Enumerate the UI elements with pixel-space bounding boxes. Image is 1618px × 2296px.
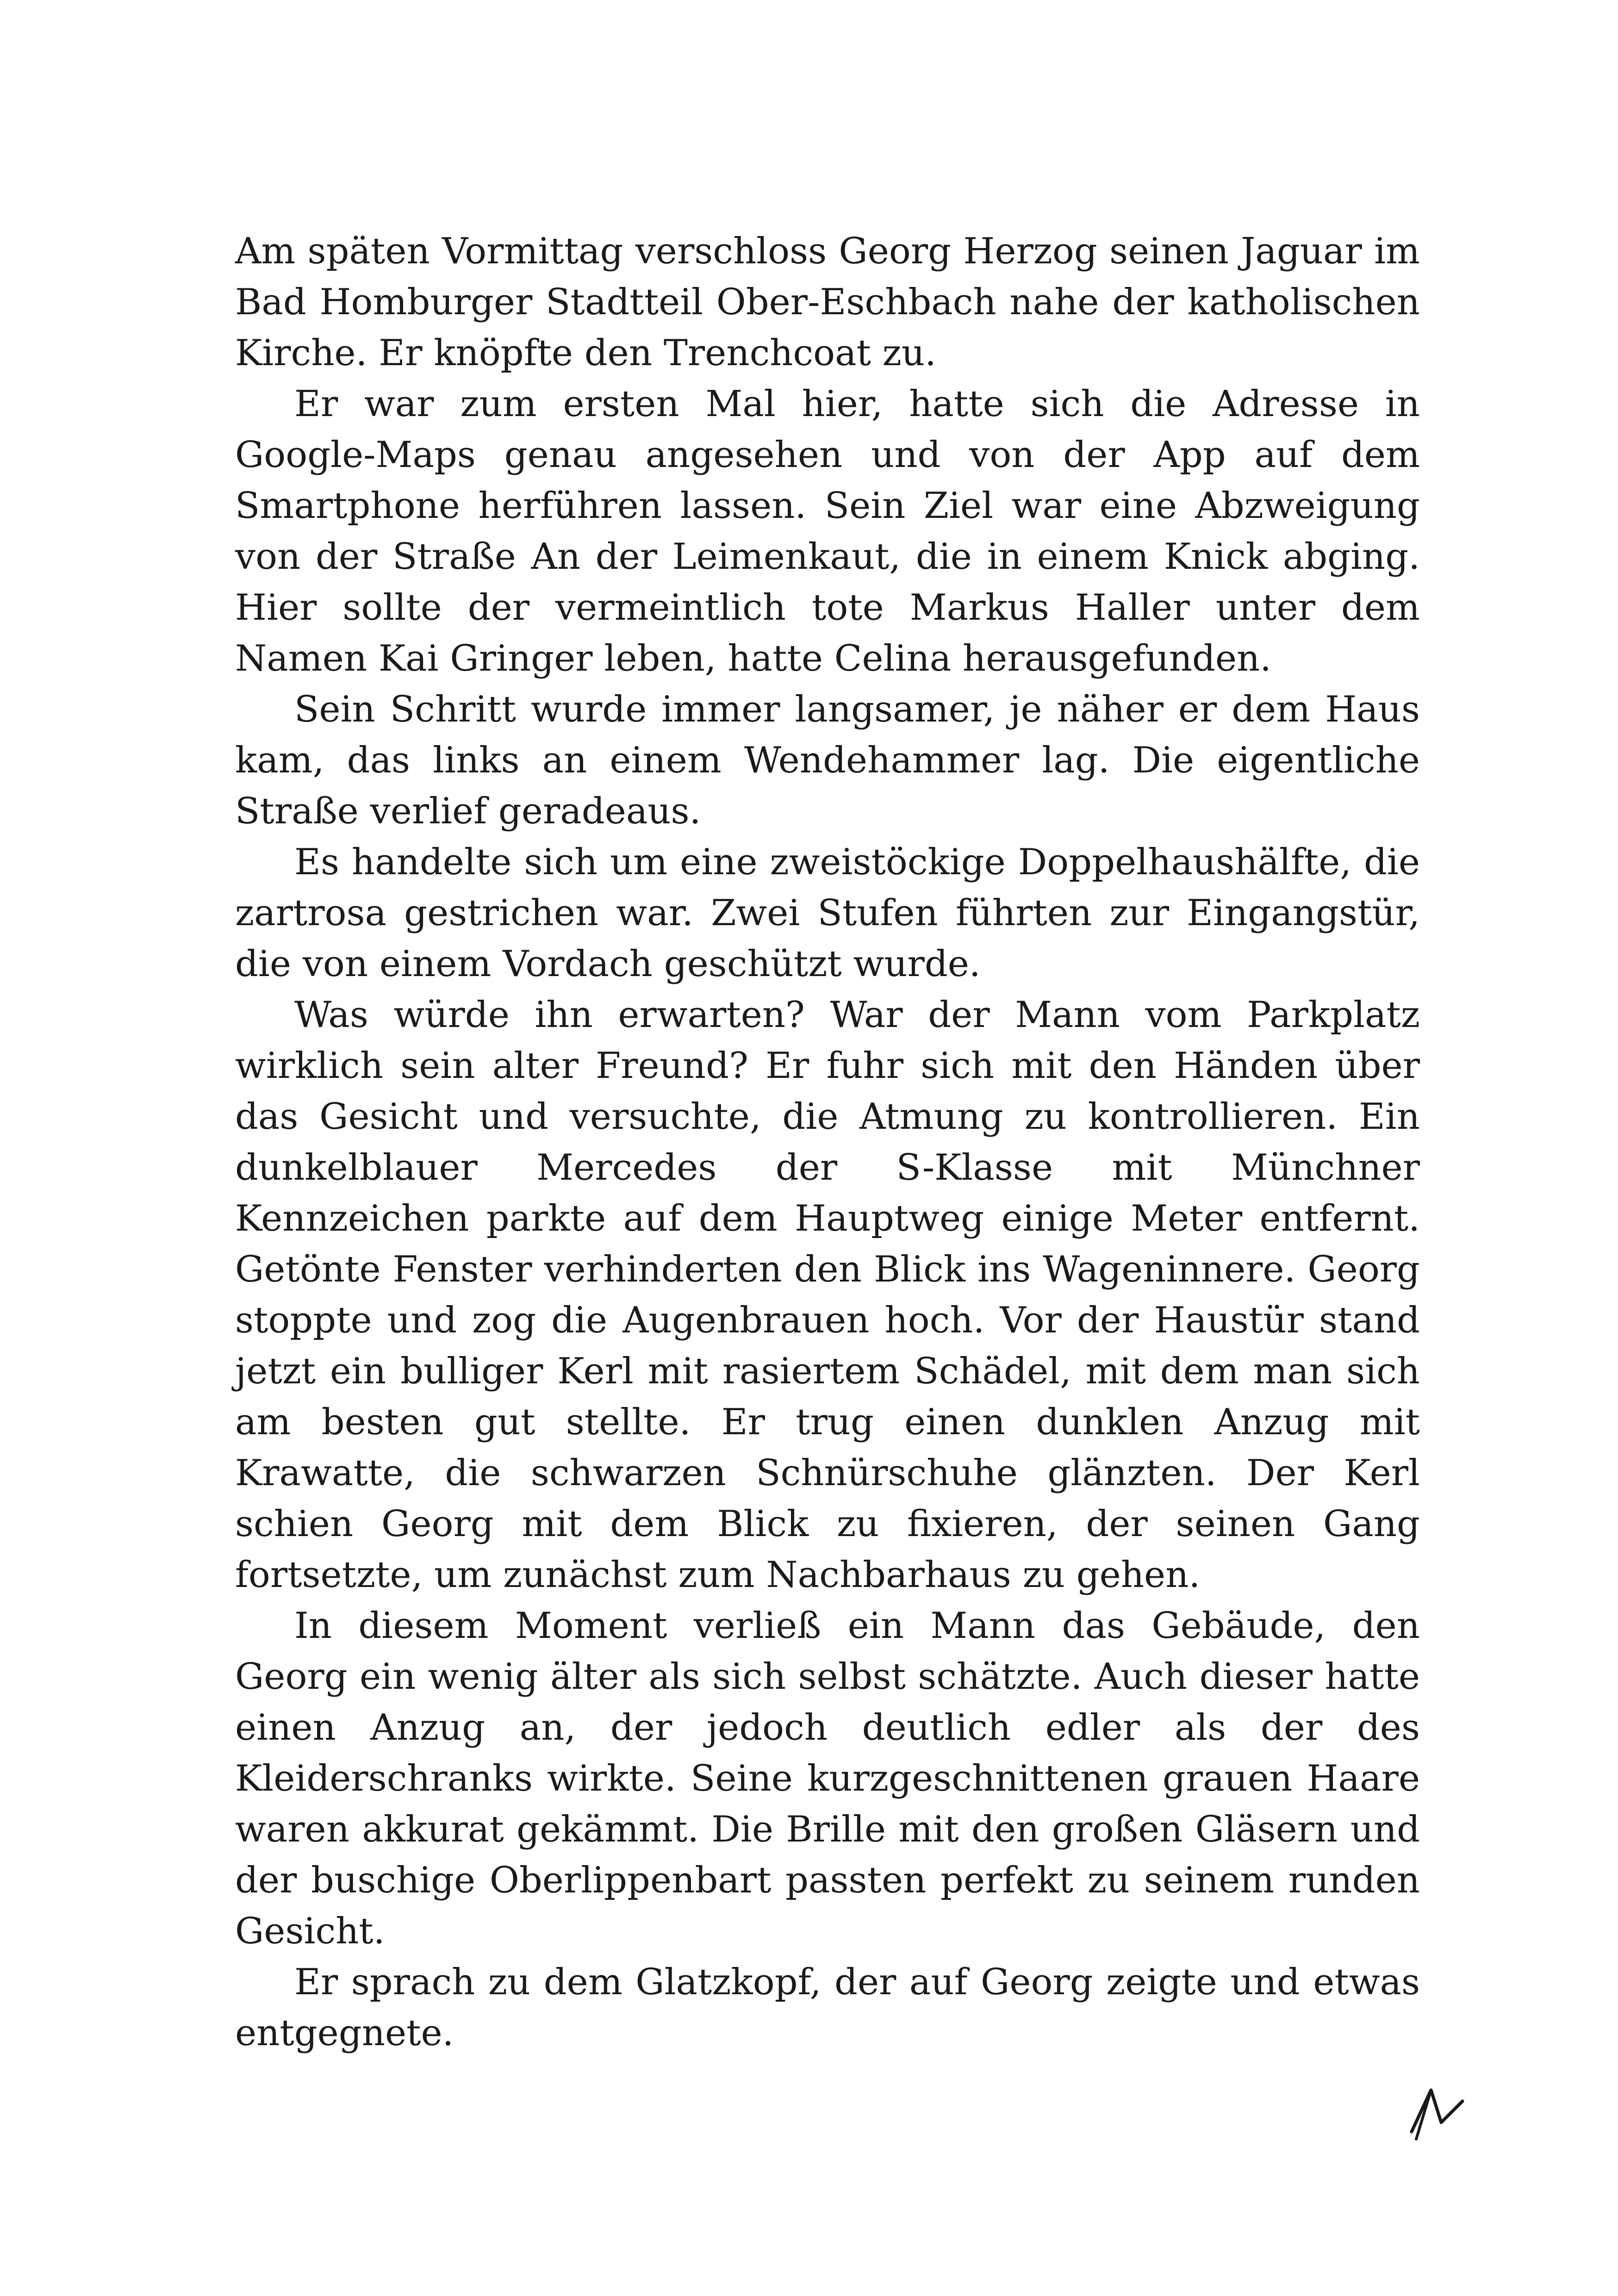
paragraph-5: Was würde ihn erwarten? War der Mann vom Parkplatz wirklich sein alter Freund? Er fuhr sich mit den Händen über das Gesicht und versuchte, die Atmung zu kontrollieren. Ein dunkelblauer Mercedes der S-Klasse mit Münchner Kennzeichen parkte auf dem Hauptweg einige Meter entfernt. Getönte Fenster verhinderten den Blick ins Wageninnere. Georg stoppte und zog die Augenbrauen hoch. Vor der Haustür stand jetzt ein bulliger Kerl mit rasiertem Schädel, mit dem man sich am besten gut stellte. Er trug einen dunklen Anzug mit Krawatte, die schwarzen Schnürschuhe glänzten. Der Kerl schien Georg mit dem Blick zu fixieren, der seinen Gang fortsetzte, um zunächst zum Nachbarhaus zu gehen. [235,994,1420,1596]
paragraph-6: In diesem Moment verließ ein Mann das Gebäude, den Georg ein wenig älter als sich selbst schätzte. Auch dieser hatte einen Anzug an, der jedoch deutlich edler als der des Kleiderschranks wirkte. Seine kurzgeschnittenen grauen Haare waren akkurat gekämmt. Die Brille mit den großen Gläsern und der buschige Oberlippenbart passten perfekt zu seinem runden Gesicht. [235,1605,1420,1952]
body-text [235,226,1420,2059]
paragraph-3: Sein Schritt wurde immer langsamer, je näher er dem Haus kam, das links an einem Wendehammer lag. Die eigentliche Straße verlief geradeaus. [235,689,1420,832]
page-turn-arrow-icon [1407,2077,1467,2147]
paragraph-4: Es handelte sich um eine zweistöckige Doppelhaushälfte, die zartrosa gestrichen war. Zwei Stufen führten zur Eingangstür, die von einem Vordach geschützt wurde. [235,841,1420,985]
paragraph-7: Er sprach zu dem Glatzkopf, der auf Georg zeigte und etwas entgegnete. [235,1961,1420,2054]
paragraph-2: Er war zum ersten Mal hier, hatte sich die Adresse in Google-Maps genau angesehen und von der App auf dem Smartphone herführen lassen. Sein Ziel war eine Abzweigung von der Straße An der Leimenkaut, die in einem Knick abging. Hier sollte der vermeintlich tote Markus Haller unter dem Namen Kai Gringer leben, hatte Celina herausgefunden. [235,383,1420,679]
paragraph-1: Am späten Vormittag verschloss Georg Herzog seinen Jaguar im Bad Homburger Stadtteil Ober-Eschbach nahe der katholischen Kirche. Er knöpfte den Trenchcoat zu. [235,230,1420,374]
